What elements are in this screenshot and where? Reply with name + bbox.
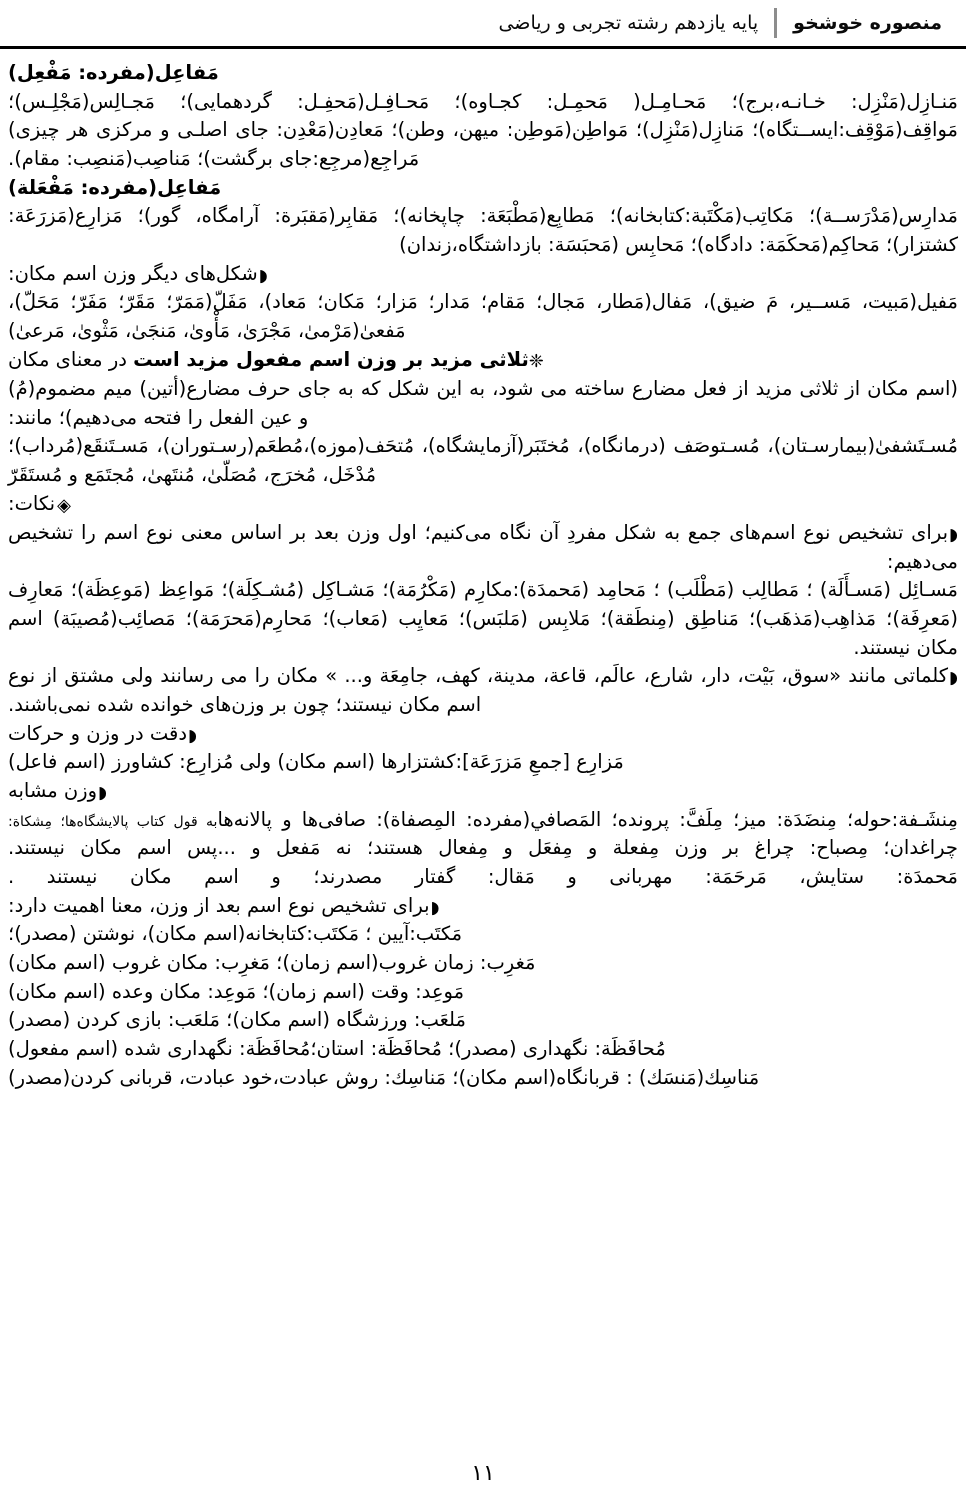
text-line: مَراجِع(مرجِع:جای برگشت)؛ مَناصِب(مَنصِب: مقام).	[8, 146, 420, 170]
note-line: مَغرِب: زمان غروب(اسم زمان)؛ مَغرِب: مکان غروب (اسم مکان)	[8, 950, 536, 974]
note-line: چراغدان؛ مِصباح: چراغ بر وزن مِفعلة و مِفعَل و مِفعال هستند؛ نه مَفعل و ...پس اسم مکان نیستند.	[8, 836, 958, 860]
bullet-icon: ◗	[949, 525, 958, 546]
thulathi-heading-tail: در معنای مکان	[8, 347, 127, 371]
flower-ornament-icon: ❈	[528, 350, 544, 372]
text-line: مَدارِس(مَدْرَســة)؛ مَکاتِب(مَکْتَبة:کتابخانه)؛ مَطابِع(مَطْبَعَة: چاپخانه)؛ مَقابِر(مَقبَرة: آرامگاه، گور)؛ مَزارِع(مَزرَعَة:	[8, 204, 958, 228]
text-line: (اسم مکان از ثلاثی مزید از فعل مضارع ساخته می شود، به این شکل که به جای حرف مضارع(أتین) میم مضموم(مُ)	[8, 377, 958, 401]
text-line: کشتزار)؛ مَحاکِم(مَحکَمَة: دادگاه)؛ مَحابِس (مَحبَسَة: بازداشتگاه،زندان)	[399, 232, 958, 256]
bullet-icon: ◗	[430, 897, 440, 918]
note-text: کلماتی مانند «سوق، بَیْت، دار، شارع، عالَم، قاعة، مدینة، کهف، جامِعَة و... » مکان را می رسانند ولی مشتق از نوع	[8, 664, 949, 688]
note-line: مَحمدَة: ستایش، مَرحَمَة: مهربانی و مَقال: گفتار مصدرند؛ و اسم مکان نیستند .	[8, 864, 958, 888]
page-footer	[0, 1443, 966, 1503]
note-text: برای تشخیص نوع اسم بعد از وزن، معنا اهمیت دارد:	[8, 893, 430, 917]
notes-title-line	[8, 490, 958, 519]
section-heading-mafaail-mafala: مَفاعِل(مفرده: مَفْعَلة)	[8, 175, 222, 199]
note-text-small: به قول کتاب پالایشگاه‌ها؛ مِشکاة:	[8, 813, 218, 830]
section-heading-mafaail-mafil: مَفاعِل(مفرده: مَفْعِل)	[8, 61, 219, 84]
note-line	[8, 777, 958, 806]
header-subject-line: پایه یازدهم رشته تجربی و ریاضی	[498, 12, 759, 34]
note-heading: دقت در وزن و حرکات	[8, 721, 188, 745]
note-line: مکان نیستند.	[853, 635, 958, 659]
thulathi-heading	[8, 346, 958, 375]
text-line: و عین الفعل را فتحه می‌دهیم)؛ مانند:	[8, 405, 309, 429]
note-heading: وزن مشابه	[8, 779, 98, 802]
bullet-icon: ◗	[949, 668, 958, 689]
note-line	[8, 519, 958, 548]
bullet-icon: ◗	[258, 265, 268, 286]
other-forms-label: شکل‌های دیگر وزن اسم مکان:	[8, 261, 258, 285]
bullet-icon: ◗	[188, 725, 197, 746]
note-line: مُحافَظَة: نگهداری (مصدر)؛ مُحافَظَة: استان؛مُحافَظَة: نگهداری شده (اسم مفعول)	[8, 1036, 666, 1060]
text-line: مَواقِف(مَوْقِف:ایســتگاه)؛ مَنازِل(مَنْزِل)؛ مَواطِن(مَوطِن: میهن، وطن)؛ مَعادِن(مَعْدِن: جای اصلـی و مرکزی هر چیزی)	[8, 118, 958, 142]
note-line	[8, 806, 958, 835]
note-line	[8, 720, 958, 749]
note-line: اسم مکان نیستند؛ چون بر وزن‌های خوانده شده نمی‌باشند.	[8, 693, 482, 717]
page-header	[0, 0, 966, 46]
text-line: مُسـتَشفیٰ(بیمارسـتان)، مُسـتوصَف (درمانگاه)، مُختَبَر(آزمایشگاه)، مُتحَف(موزه)،مُطعَم(رسـتوران)، مَسـتَنقَع(مُرداب)؛	[8, 434, 958, 458]
note-line: مَسـائِل (مَسـأَلَة) ؛ مَطالِب (مَطْلَب) ؛ مَحامِد (مَحمدَة):مکارِم (مَکْرُمَة)؛ مَشـاکِل (مُشـکِلَة)؛ مَواعِظ (مَوعِظَة)؛ مَعارِف	[8, 578, 958, 602]
text-line: مَفعیٰ(مَرْمیٰ، مَجْرَیٰ، مَأْویٰ، مَنجَیٰ، مَثْویٰ، مَرعیٰ)	[8, 318, 406, 342]
note-line	[8, 662, 958, 691]
diamond-ornament-icon: ◈	[57, 494, 71, 516]
note-line: (مَعرِفَة)؛ مَذاهِب(مَذهَب)؛ مَناطِق (مِنطَقة)؛ مَلابِس (مَلبَس)؛ مَعایِب (مَعاب)؛ مَحارِم(مَحرَمَة)؛ مَصائِب(مُصیبَة) اسم	[8, 607, 958, 631]
document-body	[0, 49, 966, 1443]
note-text: برای تشخیص نوع اسم‌های جمع به شکل مفردِ آن نگاه می‌کنیم؛ اول وزن بعد بر اساس معنی نوع اسم را تشخیص	[8, 521, 949, 545]
text-line: مُدْخَل، مُخرَج، مُصَلّیٰ، مُنتَهیٰ، مُجتَمَع و مُستَقَرّ	[8, 462, 377, 486]
page-number: ١١	[471, 1460, 495, 1486]
note-line: مَوعِد: وقت (اسم زمان)؛ مَوعِد: مکان وعده (اسم مکان)	[8, 979, 465, 1003]
text-line: مَنـازِل(مَنْزِل: خـانـه،برج)؛ مَحـامِـل( مَحمِـل: کجـاوه)؛ مَحـافِـل(مَحفِـل: گردهمایی)؛ مَجـالِس(مَجْلِـس)؛	[8, 89, 958, 113]
note-line: مَزارِع [جمعِ مَزرَعَة]:کشتزارها (اسم مکان) ولی مُزارِع: کشاورز (اسم فاعل)	[8, 750, 624, 774]
text-line: مَفیل(مَبیت، مَســیر، مَ ضیق)، مَفال(مَطار، مَجال؛ مَقام؛ مَدار؛ مَزار؛ مَکان؛ مَعاد)، مَفَلّ(مَمَرّ؛ مَقَرّ؛ مَفَرّ؛ مَحَلّ)،	[8, 290, 958, 314]
note-line: مَکتَب:آیین ؛ مَکتَب:کتابخانه(اسم مکان)، نوشتن (مصدر)؛	[8, 922, 463, 946]
note-line: مَلعَب: ورزشگاه (اسم مکان)؛ مَلعَب: بازی کردن (مصدر)	[8, 1008, 466, 1032]
other-forms-bullet-line	[8, 260, 958, 289]
thulathi-heading-bold: ثلاثی مزید بر وزن اسم مفعول مزید است	[133, 347, 529, 371]
notes-title: نکات:	[8, 491, 56, 515]
header-author-name: منصوره خوشخو	[793, 12, 942, 34]
note-line: می‌دهیم:	[886, 549, 958, 573]
note-text: مِنشَـفة:حوله؛ مِنضَدَة: میز؛ مِلَفَّ: پرونده؛ المَصافي(مفرده: المِصفاة): صافی‌ها و پالانه‌ها	[217, 807, 959, 831]
bullet-icon: ◗	[98, 783, 107, 803]
note-line	[8, 892, 958, 921]
note-line: مَناسِك(مَنسَك) : قربانگاه(اسم مکان)؛ مَناسِك: روش عبادت،خود عبادت، قربانی کردن(مصدر)	[8, 1065, 760, 1089]
header-divider	[774, 8, 777, 38]
